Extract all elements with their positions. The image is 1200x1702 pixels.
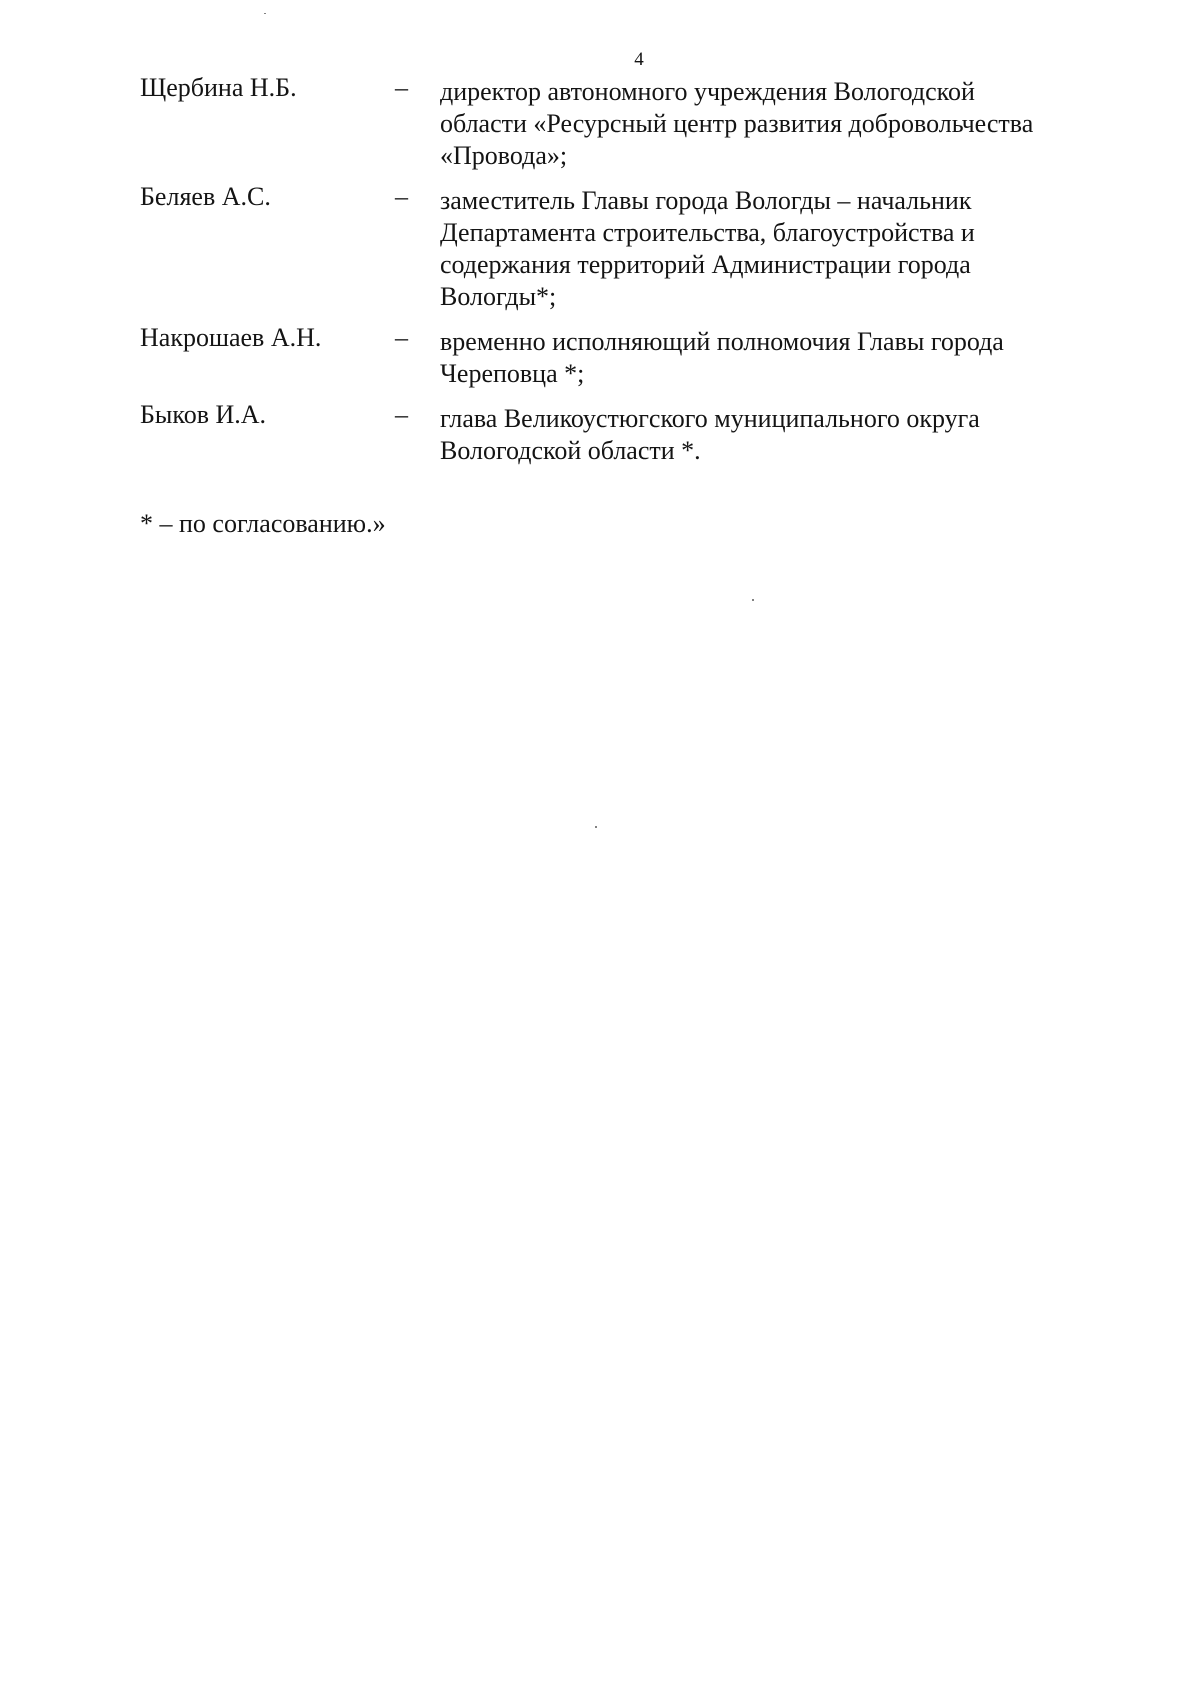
- role-line: глава Великоустюгского муниципального округа: [440, 404, 980, 433]
- member-row: [140, 72, 1120, 172]
- role-line: временно исполняющий полномочия Главы города: [440, 327, 1004, 356]
- member-dash: –: [395, 323, 408, 352]
- role-line: заместитель Главы города Вологды – начальник: [440, 186, 972, 215]
- member-row: [140, 181, 1120, 313]
- member-row: [140, 322, 1120, 390]
- scan-speck: [752, 599, 754, 601]
- member-role: [440, 326, 1110, 390]
- member-name: Быков И.А.: [140, 400, 267, 429]
- role-line: Департамента строительства, благоустройства и: [440, 218, 975, 247]
- role-line: содержания территорий Администрации города: [440, 250, 971, 279]
- member-role: [440, 403, 1110, 467]
- page-number: 4: [634, 49, 644, 70]
- member-row: [140, 399, 1120, 467]
- scan-speck: [595, 826, 597, 828]
- member-dash: –: [395, 400, 408, 429]
- role-line: области «Ресурсный центр развития добровольчества: [440, 109, 1034, 138]
- member-dash: –: [395, 73, 408, 102]
- member-role: [440, 185, 1110, 313]
- role-line: директор автономного учреждения Вологодской: [440, 77, 975, 106]
- member-list: [140, 72, 1120, 476]
- role-line: Череповца *;: [440, 359, 585, 388]
- role-line: Вологды*;: [440, 282, 557, 311]
- member-dash: –: [395, 182, 408, 211]
- footnote: * – по согласованию.»: [140, 509, 386, 538]
- role-line: «Провода»;: [440, 141, 568, 170]
- member-name: Щербина Н.Б.: [140, 73, 297, 102]
- member-role: [440, 76, 1110, 172]
- member-name: Беляев А.С.: [140, 182, 271, 211]
- role-line: Вологодской области *.: [440, 436, 701, 465]
- scan-speck: [264, 13, 266, 14]
- member-name: Накрошаев А.Н.: [140, 323, 322, 352]
